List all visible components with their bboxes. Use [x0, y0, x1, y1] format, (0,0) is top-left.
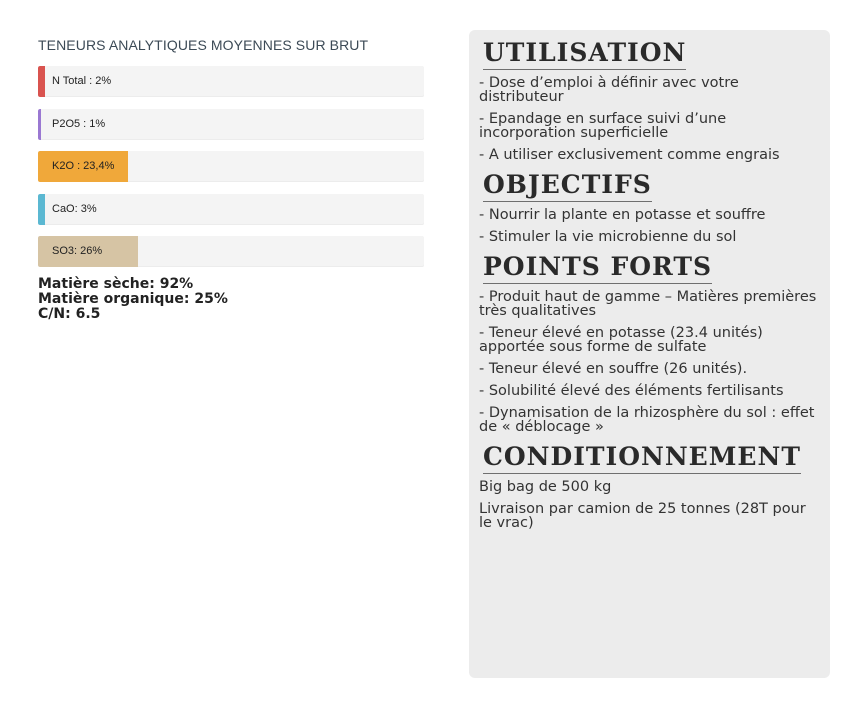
section-title-objectifs: OBJECTIFS	[483, 170, 652, 202]
list-item: - Teneur élevé en souffre (26 unités).	[479, 361, 748, 377]
analytics-title: TENEURS ANALYTIQUES MOYENNES SUR BRUT	[38, 37, 369, 53]
analytics-column	[38, 36, 424, 322]
bar-fill	[38, 66, 45, 97]
stat-matiere-seche: Matière sèche: 92%	[38, 275, 194, 292]
section-title-points-forts: POINTS FORTS	[483, 252, 712, 284]
list-item: Livraison par camion de 25 tonnes (28T pour le vrac)	[479, 501, 806, 531]
bar-label: SO3: 26%	[52, 245, 103, 257]
list-item: - Nourrir la plante en potasse et souffre	[479, 207, 766, 223]
bar-p2o5	[38, 109, 424, 140]
list-item: - A utiliser exclusivement comme engrais	[479, 147, 780, 163]
bar-cao	[38, 194, 424, 225]
bar-n-total	[38, 66, 424, 97]
bar-so3	[38, 236, 424, 267]
info-panel	[469, 30, 830, 678]
bar-label: P2O5 : 1%	[52, 117, 106, 130]
stats-block	[38, 277, 424, 322]
stat-cn: C/N: 6.5	[38, 305, 101, 322]
list-item: - Stimuler la vie microbienne du sol	[479, 229, 737, 245]
list-item: - Solubilité élevé des éléments fertilisants	[479, 383, 784, 399]
bar-k2o	[38, 151, 424, 182]
list-item: Big bag de 500 kg	[479, 479, 612, 495]
list-item: - Dynamisation de la rhizosphère du sol : effet de « déblocage »	[479, 405, 815, 435]
stat-matiere-organique: Matière organique: 25%	[38, 290, 228, 307]
section-title-conditionnement: CONDITIONNEMENT	[483, 442, 801, 474]
section-title-utilisation: UTILISATION	[483, 38, 686, 70]
bar-label: CaO: 3%	[52, 202, 97, 215]
list-item: - Epandage en surface suivi d’une incorporation superficielle	[479, 111, 727, 141]
bar-label: N Total : 2%	[52, 75, 112, 87]
list-item: - Dose d’emploi à définir avec votre distributeur	[479, 75, 739, 105]
bar-label: K2O : 23,4%	[52, 160, 115, 172]
list-item: - Produit haut de gamme – Matières premières très qualitatives	[479, 289, 817, 319]
bar-fill	[38, 109, 41, 140]
bar-fill	[38, 194, 45, 225]
list-item: - Teneur élevé en potasse (23.4 unités) apportée sous forme de sulfate	[479, 325, 763, 355]
